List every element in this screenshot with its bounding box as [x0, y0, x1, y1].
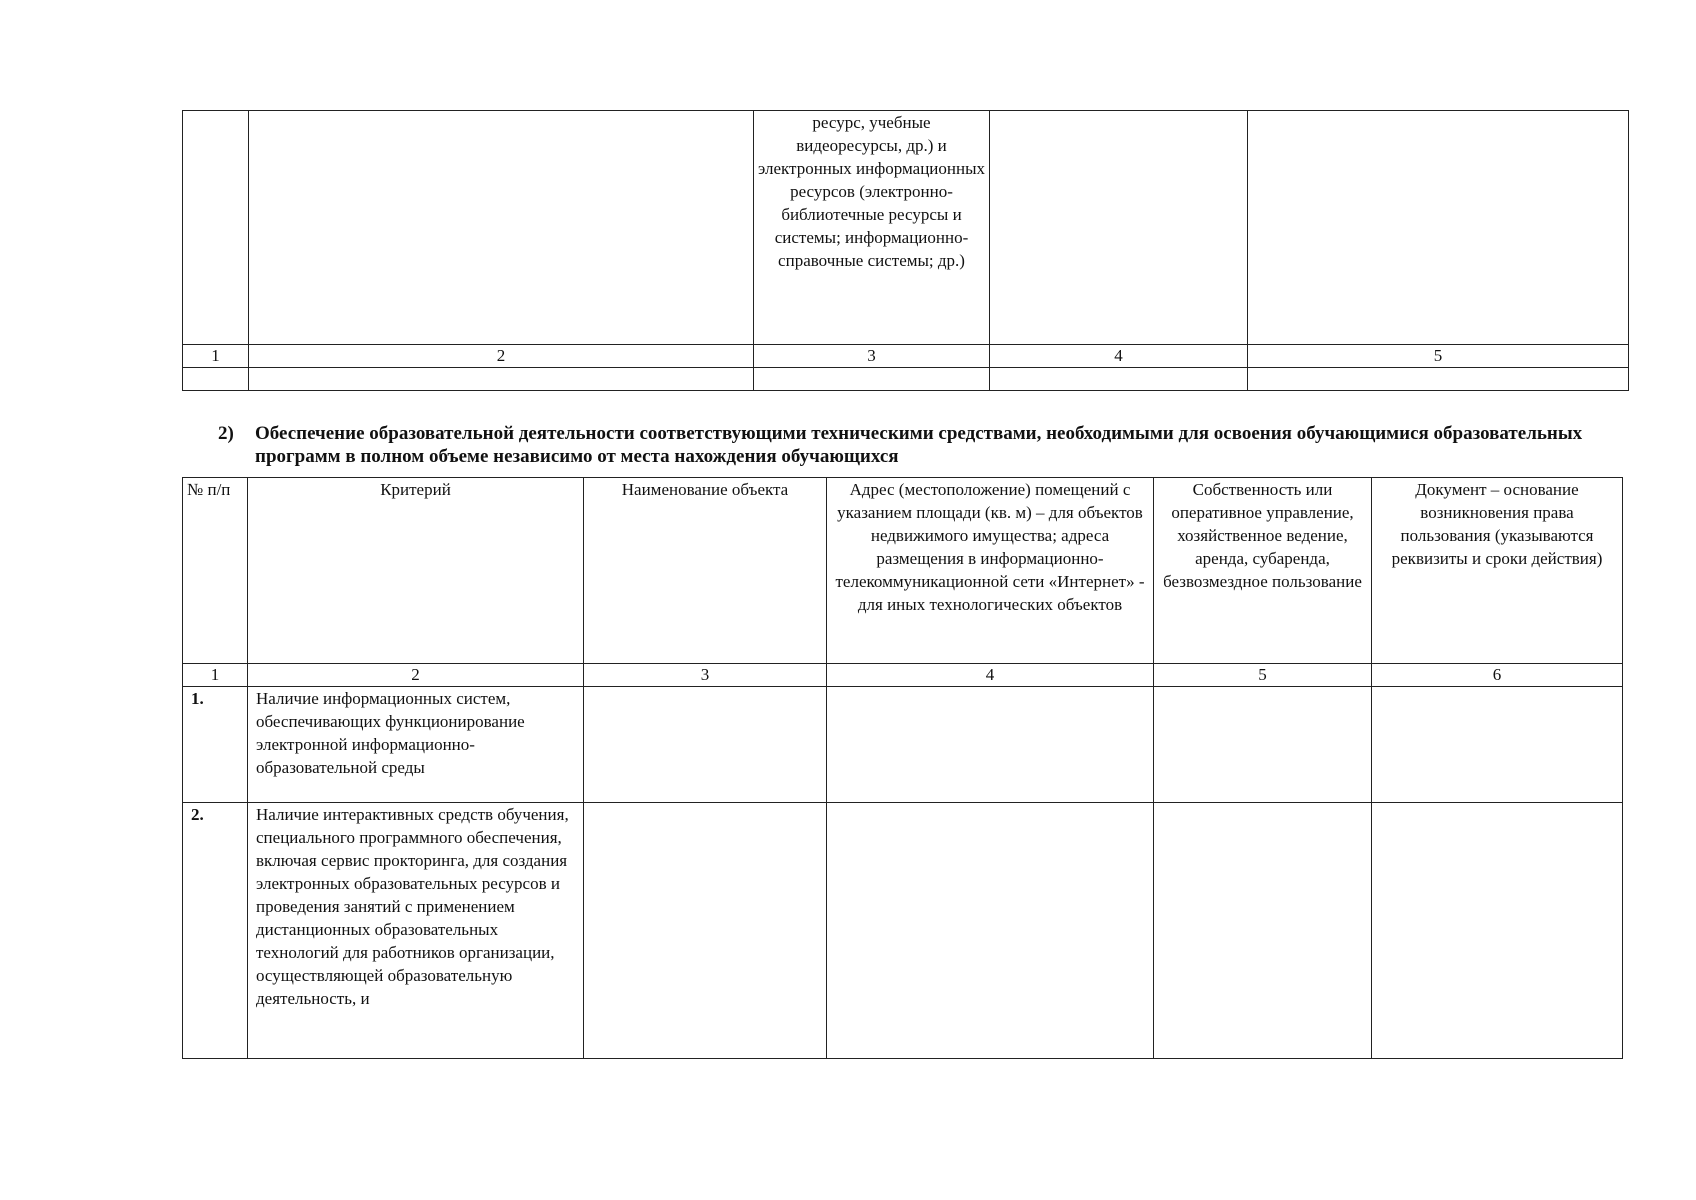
table-row — [183, 803, 1623, 1059]
column-number: 4 — [827, 664, 1154, 687]
section-title: Обеспечение образовательной деятельности соответствующими техническими средствами, необходимыми для освоения обучающимися образовательных программ в полном объеме независимо от места нахождения обучающихся — [255, 423, 1583, 467]
table-cell — [183, 111, 249, 345]
table-cell — [827, 803, 1154, 1059]
column-number: 5 — [1248, 345, 1629, 368]
header-address: Адрес (местоположение) помещений с указанием площади (кв. м) – для объектов недвижимого имущества; адреса размещения в информационно-телекоммуникационной сети «Интернет» - для иных технологических объектов — [827, 478, 1154, 664]
table-cell — [584, 803, 827, 1059]
column-number: 3 — [754, 345, 990, 368]
table-cell — [249, 368, 754, 391]
column-number: 4 — [990, 345, 1248, 368]
resources-cell: ресурс, учебные видеоресурсы, др.) и электронных информационных ресурсов (электронно-библиотечные ресурсы и системы; информационно-справочные системы; др.) — [754, 111, 990, 345]
table-cell — [1372, 803, 1623, 1059]
criterion-cell: Наличие интерактивных средств обучения, специального программного обеспечения, включая сервис прокторинга, для создания электронных образовательных ресурсов и проведения занятий с применением дистанционных образовательных технологий для работников организации, осуществляющей образовательную деятельность, и — [248, 803, 584, 1059]
column-number: 3 — [584, 664, 827, 687]
header-number: № п/п — [183, 478, 248, 664]
table-cell — [990, 368, 1248, 391]
column-number: 1 — [183, 345, 249, 368]
column-number: 1 — [183, 664, 248, 687]
header-criterion: Критерий — [248, 478, 584, 664]
table-cell — [827, 687, 1154, 803]
header-document: Документ – основание возникновения права пользования (указываются реквизиты и сроки действия) — [1372, 478, 1623, 664]
row-number: 1. — [183, 687, 248, 803]
table-cell — [754, 368, 990, 391]
column-number: 2 — [248, 664, 584, 687]
section-heading — [218, 422, 1638, 468]
header-row — [183, 478, 1623, 664]
column-number: 2 — [249, 345, 754, 368]
header-ownership: Собственность или оперативное управление, хозяйственное ведение, аренда, субаренда, безвозмездное пользование — [1154, 478, 1372, 664]
column-number: 5 — [1154, 664, 1372, 687]
column-number-row — [183, 345, 1629, 368]
row-number: 2. — [183, 803, 248, 1059]
column-number: 6 — [1372, 664, 1623, 687]
table-cell — [584, 687, 827, 803]
table-cell — [249, 111, 754, 345]
technical-means-table — [182, 477, 1623, 1059]
criterion-cell: Наличие информационных систем, обеспечивающих функционирование электронной информационно-образовательной среды — [248, 687, 584, 803]
empty-row — [183, 368, 1629, 391]
header-object-name: Наименование объекта — [584, 478, 827, 664]
table-cell — [183, 368, 249, 391]
table-row — [183, 687, 1623, 803]
table-cell — [990, 111, 1248, 345]
continuation-table — [182, 110, 1629, 391]
column-number-row — [183, 664, 1623, 687]
table-cell — [1248, 111, 1629, 345]
table-cell — [1154, 803, 1372, 1059]
table-row — [183, 111, 1629, 345]
section-number: 2) — [218, 423, 234, 444]
table-cell — [1372, 687, 1623, 803]
table-cell — [1248, 368, 1629, 391]
table-cell — [1154, 687, 1372, 803]
